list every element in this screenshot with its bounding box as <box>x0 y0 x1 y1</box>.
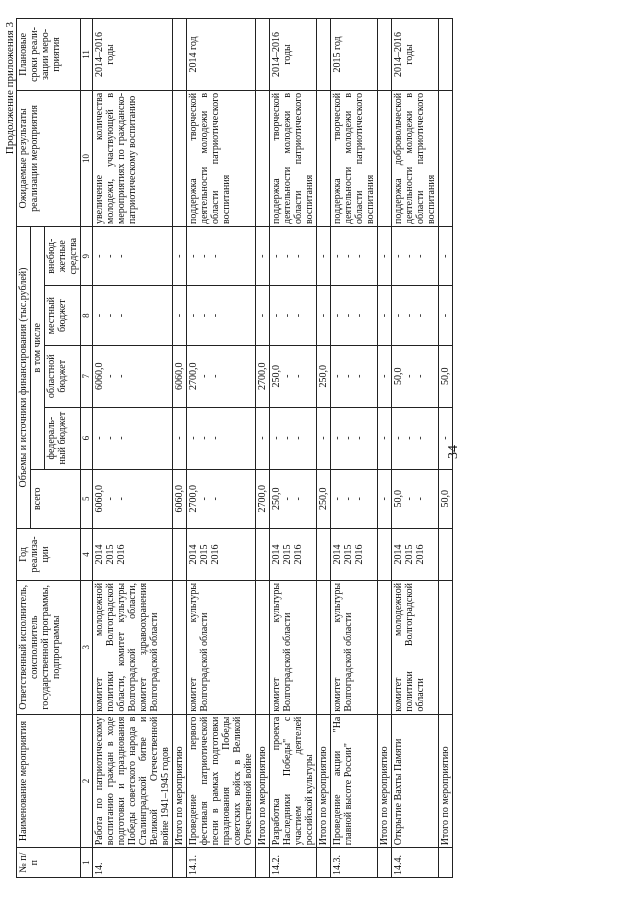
subtotal-value: - <box>378 469 392 528</box>
measure-name: Работа по патриотическому воспитанию граждан в ходе подготовки и празднования Победы советского народа в Сталинградской битве и Великой Отечественной войне 1941–1945 годов <box>93 714 173 848</box>
regional-list-value: - <box>105 374 116 378</box>
federal-list-value: - <box>271 436 282 440</box>
total-list-value: 50,0 <box>393 490 404 508</box>
regional-list-value: 50,0 <box>393 367 404 385</box>
subtotal-value: - <box>317 407 331 469</box>
table-row <box>93 19 173 878</box>
subtotal-row <box>378 19 392 878</box>
local-list-value: - <box>188 313 199 318</box>
header-extra: внебюд-жетные средства <box>45 227 81 286</box>
row-number: 14. <box>93 848 173 878</box>
table-row <box>187 19 256 878</box>
federal-list-value: - <box>393 436 404 440</box>
subtotal-value: 50,0 <box>439 345 453 407</box>
column-number-row <box>81 19 93 878</box>
federal-list <box>270 407 317 469</box>
year-list-value: 2014 <box>94 544 105 565</box>
regional-list-value: - <box>415 374 426 378</box>
year-list <box>331 528 378 580</box>
subtotal-empty <box>317 90 331 226</box>
table-body <box>93 19 453 878</box>
regional-list-value: - <box>354 374 365 378</box>
regional-list <box>331 345 378 407</box>
subtotal-empty <box>317 580 331 714</box>
subtotal-empty <box>317 528 331 580</box>
total-list-value: - <box>210 497 221 501</box>
column-number: 4 <box>81 528 93 580</box>
header-terms: Плановые сроки реали-зации меро-приятия <box>17 19 81 91</box>
extra-list-value: - <box>271 254 282 258</box>
regional-list-value: 6060,0 <box>94 362 105 390</box>
extra-list-value: - <box>210 254 221 258</box>
subtotal-value: - <box>317 227 331 286</box>
regional-list-value: - <box>210 374 221 378</box>
table-row <box>331 19 378 878</box>
column-number: 11 <box>81 19 93 91</box>
year-list <box>392 528 439 580</box>
total-list-value: - <box>354 497 365 501</box>
subtotal-value: - <box>173 227 187 286</box>
header-federal: федераль-ный бюджет <box>45 407 81 469</box>
total-list-value: - <box>293 497 304 501</box>
local-list-value: - <box>404 313 415 318</box>
local-list <box>187 286 256 345</box>
planned-term: 2014 год <box>187 19 256 91</box>
header-no: № п/п <box>17 848 81 878</box>
total-list <box>270 469 317 528</box>
row-number: 14.2. <box>270 848 317 878</box>
header-year: Год реализа-ции <box>17 528 81 580</box>
subtotal-empty <box>378 90 392 226</box>
subtotal-value: - <box>378 227 392 286</box>
program-measures-table <box>16 18 453 878</box>
total-list-value: 2700,0 <box>188 485 199 513</box>
subtotal-empty <box>378 848 392 878</box>
extra-list-value: - <box>116 254 127 258</box>
header-funding: Объемы и источники финансирования (тыс.рублей) <box>17 227 31 529</box>
header-regional: областной бюджет <box>45 345 81 407</box>
subtotal-empty <box>256 90 270 226</box>
subtotal-value: - <box>439 286 453 345</box>
expected-result: поддержка добровольческой деятельности молодежи в области патриотического воспитания <box>392 90 439 226</box>
local-list-value: - <box>343 313 354 318</box>
subtotal-value: - <box>317 286 331 345</box>
subtotal-row <box>256 19 270 878</box>
federal-list-value: - <box>343 436 354 440</box>
row-number: 14.3. <box>331 848 378 878</box>
total-list <box>187 469 256 528</box>
extra-list-value: - <box>393 254 404 258</box>
year-list-value: 2016 <box>210 544 221 565</box>
header-total: всего <box>31 469 81 528</box>
total-list-value: - <box>282 497 293 501</box>
regional-list-value: - <box>293 374 304 378</box>
subtotal-empty <box>439 580 453 714</box>
local-list <box>392 286 439 345</box>
year-list-value: 2014 <box>393 544 404 565</box>
year-list-value: 2015 <box>105 544 116 565</box>
regional-list <box>93 345 173 407</box>
planned-term: 2014–2016 годы <box>392 19 439 91</box>
subtotal-value: 2700,0 <box>256 469 270 528</box>
federal-list-value: - <box>293 436 304 440</box>
subtotal-empty <box>173 848 187 878</box>
year-list-value: 2015 <box>282 544 293 565</box>
subtotal-empty <box>439 528 453 580</box>
subtotal-empty <box>317 19 331 91</box>
federal-list-value: - <box>282 436 293 440</box>
extra-list-value: - <box>332 254 343 258</box>
year-list-value: 2016 <box>293 544 304 565</box>
regional-list <box>270 345 317 407</box>
total-list-value: - <box>404 497 415 501</box>
subtotal-value: 50,0 <box>439 469 453 528</box>
header-executor: Ответственный исполнитель, соисполнитель государственной программы, подпрограммы <box>17 580 81 714</box>
local-list-value: - <box>210 313 221 318</box>
local-list-value: - <box>332 313 343 318</box>
local-list-value: - <box>393 313 404 318</box>
federal-list-value: - <box>354 436 365 440</box>
regional-list-value: - <box>343 374 354 378</box>
federal-list <box>93 407 173 469</box>
extra-list <box>187 227 256 286</box>
local-list-value: - <box>199 313 210 318</box>
local-list-value: - <box>415 313 426 318</box>
subtotal-empty <box>439 19 453 91</box>
column-number: 10 <box>81 90 93 226</box>
federal-list-value: - <box>116 436 127 440</box>
column-number: 7 <box>81 345 93 407</box>
subtotal-row <box>317 19 331 878</box>
subtotal-empty <box>173 19 187 91</box>
executor: комитет молодежной политики Волгоградской области, комитет культуры Волгоградской области, комитет здравоохранения Волгоградской области <box>93 580 173 714</box>
subtotal-value: - <box>173 407 187 469</box>
regional-list <box>392 345 439 407</box>
extra-list-value: - <box>415 254 426 258</box>
column-number: 6 <box>81 407 93 469</box>
subtotal-value: 6060,0 <box>173 469 187 528</box>
planned-term: 2014–2016 годы <box>93 19 173 91</box>
subtotal-label: Итого по мероприятию <box>317 714 331 848</box>
subtotal-value: - <box>256 227 270 286</box>
row-number: 14.4. <box>392 848 439 878</box>
extra-list-value: - <box>404 254 415 258</box>
subtotal-label: Итого по мероприятию <box>378 714 392 848</box>
extra-list <box>270 227 317 286</box>
total-list-value: - <box>105 497 116 501</box>
subtotal-empty <box>378 580 392 714</box>
total-list-value: - <box>116 497 127 501</box>
local-list <box>270 286 317 345</box>
total-list-value: - <box>415 497 426 501</box>
local-list-value: - <box>282 313 293 318</box>
measure-name: Проведение первого фестиваля патриотической песни в рамках подготовки празднования Победы советских войск в Великой Отечественной войне <box>187 714 256 848</box>
header-name: Наименование мероприятия <box>17 714 81 848</box>
total-list <box>392 469 439 528</box>
extra-list <box>331 227 378 286</box>
total-list <box>331 469 378 528</box>
column-number: 1 <box>81 848 93 878</box>
executor: комитет культуры Волгоградской области <box>270 580 317 714</box>
regional-list-value: - <box>332 374 343 378</box>
total-list-value: - <box>199 497 210 501</box>
year-list-value: 2015 <box>343 544 354 565</box>
subtotal-empty <box>173 528 187 580</box>
executor: комитет молодежной политики Волгоградской области <box>392 580 439 714</box>
year-list <box>93 528 173 580</box>
local-list <box>331 286 378 345</box>
subtotal-value: - <box>378 286 392 345</box>
local-list-value: - <box>105 313 116 318</box>
subtotal-empty <box>439 848 453 878</box>
federal-list-value: - <box>332 436 343 440</box>
column-number: 5 <box>81 469 93 528</box>
extra-list-value: - <box>94 254 105 258</box>
local-list-value: - <box>293 313 304 318</box>
subtotal-value: - <box>439 227 453 286</box>
local-list-value: - <box>94 313 105 318</box>
subtotal-label: Итого по мероприятию <box>439 714 453 848</box>
subtotal-value: - <box>256 407 270 469</box>
subtotal-value: - <box>378 407 392 469</box>
executor: комитет культуры Волгоградской области <box>331 580 378 714</box>
subtotal-empty <box>378 19 392 91</box>
regional-list-value: - <box>404 374 415 378</box>
extra-list-value: - <box>282 254 293 258</box>
total-list <box>93 469 173 528</box>
subtotal-value: - <box>256 286 270 345</box>
subtotal-empty <box>173 580 187 714</box>
subtotal-value: 6060,0 <box>173 345 187 407</box>
federal-list <box>331 407 378 469</box>
subtotal-row <box>173 19 187 878</box>
extra-list-value: - <box>199 254 210 258</box>
local-list-value: - <box>354 313 365 318</box>
federal-list-value: - <box>105 436 116 440</box>
subtotal-empty <box>439 90 453 226</box>
measure-name: Разработка проекта Наследники Победы" с участием деятелей российской культуры <box>270 714 317 848</box>
measure-name: Открытие Вахты Памяти <box>392 714 439 848</box>
subtotal-value: 250,0 <box>317 469 331 528</box>
planned-term: 2014–2016 годы <box>270 19 317 91</box>
regional-list-value: - <box>199 374 210 378</box>
total-list-value: - <box>332 497 343 501</box>
local-list-value: - <box>116 313 127 318</box>
measure-name: Проведение акции "На главной высоте России" <box>331 714 378 848</box>
header-results: Ожидаемые результаты реализации мероприятия <box>17 90 81 226</box>
subtotal-value: 2700,0 <box>256 345 270 407</box>
regional-list-value: - <box>282 374 293 378</box>
year-list <box>187 528 256 580</box>
appendix-label: Продолжение приложения 3 <box>4 22 16 155</box>
subtotal-label: Итого по мероприятию <box>173 714 187 848</box>
header-local: местный бюджет <box>45 286 81 345</box>
extra-list-value: - <box>293 254 304 258</box>
subtotal-value: - <box>439 407 453 469</box>
federal-list-value: - <box>210 436 221 440</box>
year-list-value: 2016 <box>354 544 365 565</box>
page-number: 34 <box>446 445 461 459</box>
year-list-value: 2014 <box>188 544 199 565</box>
column-number: 2 <box>81 714 93 848</box>
expected-result: увеличение количества молодежи, участвующей в мероприятиях по гражданско-патриотическому воспитанию <box>93 90 173 226</box>
year-list-value: 2015 <box>199 544 210 565</box>
extra-list <box>93 227 173 286</box>
extra-list-value: - <box>188 254 199 258</box>
subtotal-empty <box>256 848 270 878</box>
local-list <box>93 286 173 345</box>
table-row <box>392 19 439 878</box>
year-list <box>270 528 317 580</box>
expected-result: поддержка творческой деятельности молодежи в области патриотического воспитания <box>270 90 317 226</box>
subtotal-empty <box>378 528 392 580</box>
subtotal-empty <box>256 19 270 91</box>
column-number: 9 <box>81 227 93 286</box>
row-number: 14.1. <box>187 848 256 878</box>
regional-list-value: - <box>116 374 127 378</box>
local-list-value: - <box>271 313 282 318</box>
subtotal-value: - <box>378 345 392 407</box>
extra-list <box>392 227 439 286</box>
year-list-value: 2014 <box>332 544 343 565</box>
subtotal-row <box>439 19 453 878</box>
federal-list-value: - <box>94 436 105 440</box>
year-list-value: 2016 <box>415 544 426 565</box>
header-including: в том числе <box>31 227 45 470</box>
federal-list-value: - <box>404 436 415 440</box>
federal-list <box>392 407 439 469</box>
subtotal-empty <box>173 90 187 226</box>
federal-list <box>187 407 256 469</box>
expected-result: поддержка творческой деятельности молодежи в области патриотического воспитания <box>331 90 378 226</box>
extra-list-value: - <box>105 254 116 258</box>
expected-result: поддержка творческой деятельности молодежи в области патриотического воспитания <box>187 90 256 226</box>
federal-list-value: - <box>199 436 210 440</box>
subtotal-empty <box>317 848 331 878</box>
subtotal-value: 250,0 <box>317 345 331 407</box>
regional-list-value: 250,0 <box>271 365 282 388</box>
total-list-value: 250,0 <box>271 487 282 511</box>
table-row <box>270 19 317 878</box>
federal-list-value: - <box>188 436 199 440</box>
subtotal-value: - <box>173 286 187 345</box>
regional-list-value: 2700,0 <box>188 362 199 390</box>
regional-list <box>187 345 256 407</box>
executor: комитет культуры Волгоградской области <box>187 580 256 714</box>
subtotal-label: Итого по мероприятию <box>256 714 270 848</box>
column-number: 3 <box>81 580 93 714</box>
extra-list-value: - <box>354 254 365 258</box>
column-number: 8 <box>81 286 93 345</box>
subtotal-empty <box>256 580 270 714</box>
extra-list-value: - <box>343 254 354 258</box>
year-list-value: 2015 <box>404 544 415 565</box>
total-list-value: 6060,0 <box>94 485 105 513</box>
subtotal-empty <box>256 528 270 580</box>
planned-term: 2015 год <box>331 19 378 91</box>
year-list-value: 2014 <box>271 544 282 565</box>
year-list-value: 2016 <box>116 544 127 565</box>
total-list-value: - <box>343 497 354 501</box>
federal-list-value: - <box>415 436 426 440</box>
